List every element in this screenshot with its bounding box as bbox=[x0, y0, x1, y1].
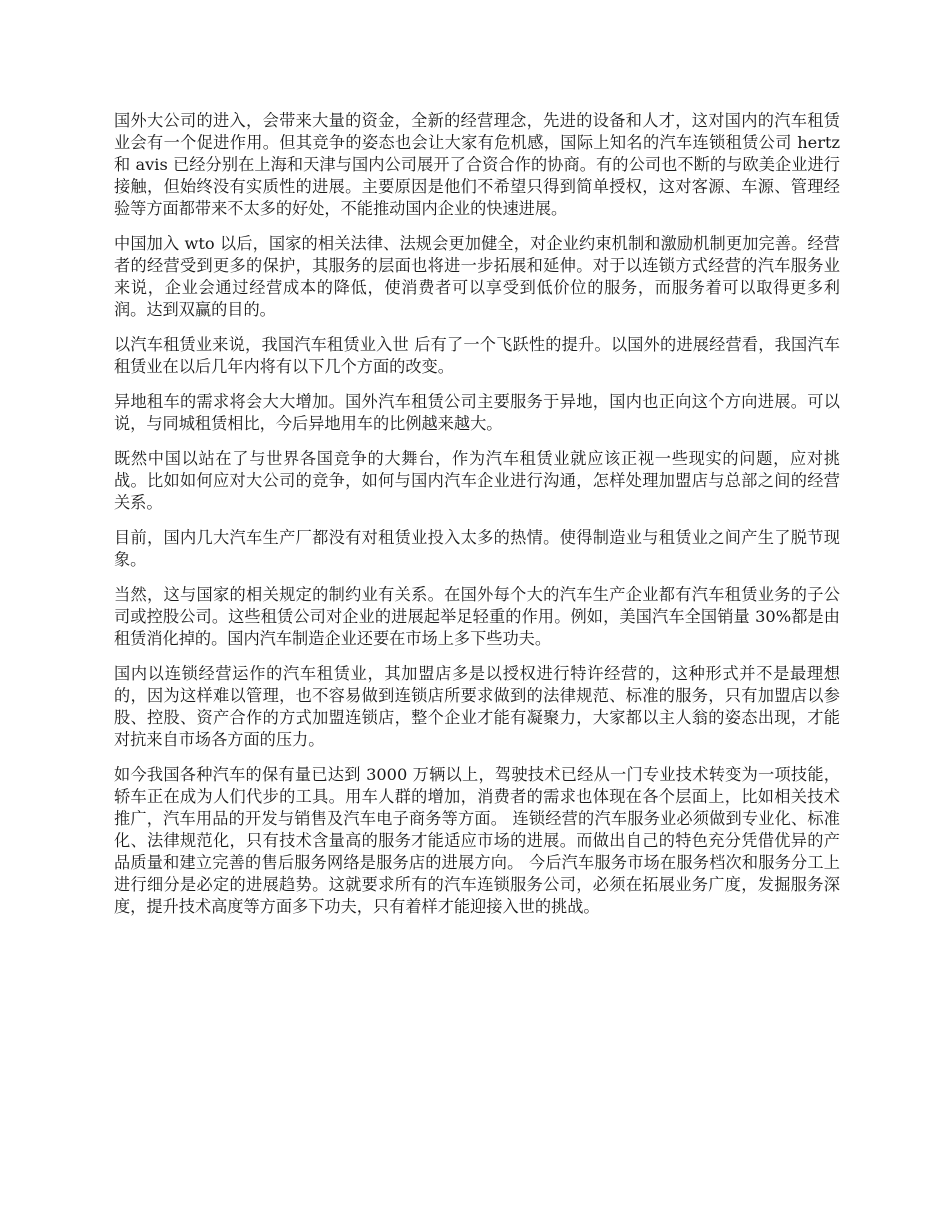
paragraph-9: 如今我国各种汽车的保有量已达到 3000 万辆以上，驾驶技术已经从一门专业技术转变为一项技能，轿车正在成为人们代步的工具。用车人群的增加，消费者的需求也体现在各个层面上，比如相关技术推广，汽车用品的开发与销售及汽车电子商务等方面。 连锁经营的汽车服务业必须做到专业化、标准化、法律规范化，只有技术含量高的服务才能适应市场的进展。而做出自己的特色充分凭借优异的产品质量和建立完善的售后服务网络是服务店的进展方向。 今后汽车服务市场在服务档次和服务分工上进行细分是必定的进展趋势。这就要求所有的汽车连锁服务公司，必须在拓展业务广度，发掘服务深度，提升技术高度等方面多下功夫，只有着样才能迎接入世的挑战。 bbox=[114, 765, 840, 916]
paragraph-3: 以汽车租赁业来说，我国汽车租赁业入世 后有了一个飞跃性的提升。以国外的进展经营看，我国汽车租赁业在以后几年内将有以下几个方面的改变。 bbox=[114, 335, 840, 376]
paragraph-4: 异地租车的需求将会大大增加。国外汽车租赁公司主要服务于异地，国内也正向这个方向进展。可以说，与同城租赁相比，今后异地用车的比例越来越大。 bbox=[114, 392, 840, 433]
document-body bbox=[114, 110, 840, 931]
paragraph-8: 国内以连锁经营运作的汽车租赁业，其加盟店多是以授权进行特许经营的，这种形式并不是最理想的，因为这样难以管理，也不容易做到连锁店所要求做到的法律规范、标准的服务，只有加盟店以参股、控股、资产合作的方式加盟连锁店，整个企业才能有凝聚力，大家都以主人翁的姿态出现，才能对抗来自市场各方面的压力。 bbox=[114, 664, 840, 749]
paragraph-7: 当然，这与国家的相关规定的制约业有关系。在国外每个大的汽车生产企业都有汽车租赁业务的子公司或控股公司。这些租赁公司对企业的进展起举足轻重的作用。例如，美国汽车全国销量 30%都是由租赁消化掉的。国内汽车制造企业还要在市场上多下些功夫。 bbox=[114, 585, 840, 648]
paragraph-5: 既然中国以站在了与世界各国竞争的大舞台，作为汽车租赁业就应该正视一些现实的问题，应对挑战。比如如何应对大公司的竞争，如何与国内汽车企业进行沟通，怎样处理加盟店与总部之间的经营关系。 bbox=[114, 449, 840, 512]
paragraph-6: 目前，国内几大汽车生产厂都没有对租赁业投入太多的热情。使得制造业与租赁业之间产生了脱节现象。 bbox=[114, 528, 840, 569]
paragraph-2: 中国加入 wto 以后，国家的相关法律、法规会更加健全，对企业约束机制和激励机制更加完善。经营者的经营受到更多的保护，其服务的层面也将进一步拓展和延伸。对于以连锁方式经营的汽车服务业来说，企业会通过经营成本的降低，使消费者可以享受到低价位的服务，而服务着可以取得更多利润。达到双赢的目的。 bbox=[114, 234, 840, 319]
paragraph-1: 国外大公司的进入，会带来大量的资金，全新的经营理念，先进的设备和人才，这对国内的汽车租赁业会有一个促进作用。但其竞争的姿态也会让大家有危机感，国际上知名的汽车连锁租赁公司 hertz 和 avis 已经分别在上海和天津与国内公司展开了合资合作的协商。有的公司也不断的与欧美企业进行接触，但始终没有实质性的进展。主要原因是他们不希望只得到简单授权，这对客源、车源、管理经验等方面都带来不太多的好处，不能推动国内企业的快速进展。 bbox=[114, 111, 840, 218]
